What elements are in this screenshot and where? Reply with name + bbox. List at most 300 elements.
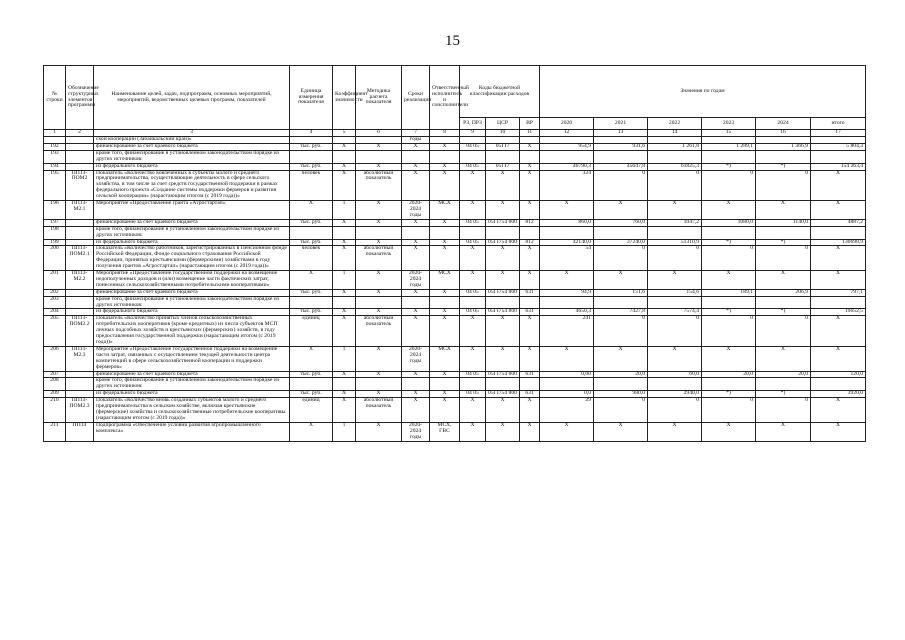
header-rz: РЗ, ПРЗ [460, 118, 486, 130]
method: X [356, 422, 402, 441]
method: абсолютный показатель [356, 170, 402, 201]
code-vr [520, 226, 540, 239]
value-cell: 0 [702, 316, 756, 347]
element-code [66, 137, 94, 144]
code-rz: X [460, 246, 486, 271]
code-rz [460, 226, 486, 239]
responsible [430, 150, 460, 163]
value-cell: 0,00 [540, 371, 594, 378]
value-cell: 189,1 [702, 289, 756, 296]
value-cell: 45647,8 [594, 163, 648, 170]
value-cell: 0 [648, 398, 702, 423]
element-code: ПП13-М2.3 [66, 346, 94, 371]
method: абсолютный показатель [356, 398, 402, 423]
element-code: ПП13-ПОМ2 [66, 170, 94, 201]
value-cell [756, 150, 811, 163]
element-code [66, 150, 94, 163]
value-cell: X [756, 271, 811, 290]
code-csr: 05I I7 [486, 143, 520, 150]
value-cell: *) [756, 239, 811, 246]
code-vr: 631 [520, 289, 540, 296]
code-csr: X [486, 170, 520, 201]
code-rz: 04 05 [460, 371, 486, 378]
value-cell [702, 150, 756, 163]
row-name: Мероприятие «Предоставление государственной поддержки на возмещение части затрат, связанных с осуществлением текущей деятельности центра компетенций в сфере сельскохозяйственной кооперации и поддержки фермеров» [94, 346, 290, 371]
code-vr: 631 [520, 309, 540, 316]
value-cell: X [594, 201, 648, 220]
value-cell: 0,0 [540, 391, 594, 398]
unit: единиц [290, 316, 333, 347]
row-name: из федерального бюджета [94, 309, 290, 316]
table-body [44, 137, 866, 442]
code-rz: X [460, 271, 486, 290]
table-row [44, 163, 866, 170]
header-csr: ЦСР [486, 118, 520, 130]
code-vr: X [520, 163, 540, 170]
method: X [356, 391, 402, 398]
value-cell [756, 226, 811, 239]
code-rz: X [460, 422, 486, 441]
value-cell: 0 [594, 316, 648, 347]
code-csr [486, 296, 520, 309]
value-cell: *) [702, 391, 756, 398]
code-rz: 04 05 [460, 289, 486, 296]
code-vr: X [520, 398, 540, 423]
method: X [356, 271, 402, 290]
value-cell: 61825,3 [648, 163, 702, 170]
header-method: Методика расчета показателя [356, 66, 402, 130]
element-code: ПП13-ПОМ2.2 [66, 316, 94, 347]
value-cell: 20,0 [702, 371, 756, 378]
table-row [44, 150, 866, 163]
value-cell [594, 378, 648, 391]
unit: тыс. руб. [290, 219, 333, 226]
coefficient: X [333, 316, 356, 347]
method [356, 378, 402, 391]
code-csr [486, 150, 520, 163]
value-cell: 1047,2 [648, 219, 702, 226]
row-number: 201 [44, 271, 66, 290]
header-year-2021: 2021 [594, 118, 648, 130]
coefficient: X [333, 219, 356, 226]
value-cell: 954,9 [540, 143, 594, 150]
column-number: 12 [540, 130, 594, 137]
row-name: кроме того, финансирование в установленном законодательством порядке из других источников: [94, 296, 290, 309]
value-cell: 7574,4 [648, 309, 702, 316]
value-cell: 29 [540, 398, 594, 423]
value-cell: 760,0 [594, 219, 648, 226]
row-name: кроме того, финансирование в установленном законодательством порядке из других источников: [94, 378, 290, 391]
code-vr: X [520, 422, 540, 441]
value-cell: 797,1 [811, 289, 866, 296]
element-code: ПП14 [66, 422, 94, 441]
page-number: 15 [445, 33, 460, 49]
term: годы [402, 137, 430, 144]
value-cell: *) [702, 163, 756, 170]
value-cell: 37240,0 [594, 239, 648, 246]
header-unit: Единица измерения показателя [290, 66, 333, 130]
code-rz [460, 150, 486, 163]
row-name: Мероприятие «Предоставление государственной поддержки на возмещение недополученных доходов и (или) возмещение части фактических затрат, понесенных сельскохозяйственными потребительскими кооперативами» [94, 271, 290, 290]
responsible: X [430, 219, 460, 226]
unit [290, 150, 333, 163]
code-vr: X [520, 271, 540, 290]
unit: тыс. руб. [290, 239, 333, 246]
method: X [356, 163, 402, 170]
column-number: 14 [648, 130, 702, 137]
row-number: 209 [44, 391, 66, 398]
code-rz: 04 05 [460, 143, 486, 150]
value-cell [756, 378, 811, 391]
coefficient [333, 226, 356, 239]
code-vr [520, 296, 540, 309]
value-cell [811, 226, 866, 239]
term: 2020-2024 годы [402, 201, 430, 220]
responsible: X [430, 239, 460, 246]
value-cell: *) [756, 391, 811, 398]
column-number: 13 [594, 130, 648, 137]
value-cell: 0 [594, 398, 648, 423]
value-cell: X [756, 201, 811, 220]
code-vr: 631 [520, 391, 540, 398]
column-number: 9 [460, 130, 486, 137]
code-csr [486, 378, 520, 391]
value-cell [702, 378, 756, 391]
value-cell: 120,0 [811, 371, 866, 378]
code-csr: 05I I754 800 [486, 289, 520, 296]
responsible [430, 296, 460, 309]
row-number: 198 [44, 226, 66, 239]
table-row [44, 170, 866, 201]
value-cell: 3920,0 [811, 391, 866, 398]
term: X [402, 239, 430, 246]
value-cell: 1 366,9 [756, 143, 811, 150]
code-csr [486, 226, 520, 239]
value-cell: 0 [702, 246, 756, 271]
code-vr: 812 [520, 219, 540, 226]
row-name: ской кооперации (Забайкальский край)» [94, 137, 290, 144]
code-vr: X [520, 246, 540, 271]
header-year-2024: 2024 [756, 118, 811, 130]
element-code [66, 163, 94, 170]
value-cell: 1 289,1 [702, 143, 756, 150]
value-cell: X [811, 170, 866, 201]
value-cell: *) [702, 309, 756, 316]
value-cell [540, 296, 594, 309]
unit: тыс. руб. [290, 391, 333, 398]
code-rz: 04 05 [460, 219, 486, 226]
code-csr: X [486, 398, 520, 423]
value-cell: 206,9 [756, 289, 811, 296]
code-rz: X [460, 398, 486, 423]
row-number: 204 [44, 309, 66, 316]
row-name: финансирование за счет краевого бюджета [94, 289, 290, 296]
value-cell: X [811, 422, 866, 441]
value-cell: X [540, 422, 594, 441]
term: X [402, 398, 430, 423]
row-name: кроме того, финансирование в установленном законодательством порядке из других источников: [94, 150, 290, 163]
element-code: ПП13-ПОМ2.1 [66, 246, 94, 271]
responsible: X [430, 398, 460, 423]
value-cell: 5 804,3 [811, 143, 866, 150]
unit: X [290, 422, 333, 441]
term: X [402, 170, 430, 201]
value-cell: X [540, 271, 594, 290]
code-vr [520, 378, 540, 391]
value-cell: 0 [648, 170, 702, 201]
value-cell [648, 226, 702, 239]
unit: X [290, 271, 333, 290]
value-cell: X [648, 201, 702, 220]
unit: X [290, 201, 333, 220]
responsible [430, 378, 460, 391]
unit: тыс. руб. [290, 289, 333, 296]
value-cell: 1080,0 [702, 219, 756, 226]
row-number: 194 [44, 163, 66, 170]
unit: тыс. руб. [290, 309, 333, 316]
header-vr: ВР [520, 118, 540, 130]
value-cell: X [648, 346, 702, 371]
value-cell: *) [702, 239, 756, 246]
responsible: X [430, 170, 460, 201]
code-rz: X [460, 201, 486, 220]
method: X [356, 309, 402, 316]
code-csr: 05I I754 800 [486, 371, 520, 378]
coefficient [333, 378, 356, 391]
row-number: 206 [44, 346, 66, 371]
value-cell: 94,9 [540, 289, 594, 296]
code-vr: X [520, 201, 540, 220]
code-csr: X [486, 201, 520, 220]
header-values-by-year: Значения по годам [540, 66, 866, 118]
code-csr: X [486, 316, 520, 347]
row-name: Показатель «Количество вовлеченных в субъекты малого и среднего предпринимательства, осуществляющие деятельность в сфере сельского хозяйства, в том числе за счет средств государственной поддержки в рамках федерального проекта «Создание системы поддержки фермеров и развития сельской кооперации» (нарастающим итогом (с 2019 года))» [94, 170, 290, 201]
code-vr: X [520, 346, 540, 371]
method: X [356, 143, 402, 150]
method: X [356, 289, 402, 296]
unit: тыс. руб. [290, 143, 333, 150]
code-csr: 05I I754 800 [486, 219, 520, 226]
value-cell: 0 [594, 246, 648, 271]
value-cell: X [540, 346, 594, 371]
term: X [402, 289, 430, 296]
code-vr: X [520, 316, 540, 347]
unit: тыс. руб. [290, 163, 333, 170]
column-number: 4 [290, 130, 333, 137]
value-cell: X [811, 246, 866, 271]
coefficient: 1 [333, 422, 356, 441]
method: X [356, 239, 402, 246]
responsible: X [430, 143, 460, 150]
value-cell: X [811, 316, 866, 347]
value-cell [594, 296, 648, 309]
term: X [402, 316, 430, 347]
code-vr [520, 150, 540, 163]
value-cell: *) [756, 163, 811, 170]
row-name: Показатель «Количество вновь созданных субъектов малого и среднего предпринимательства в сельском хозяйстве, включая крестьянские (фермерские) хозяйства и сельскохозяйственные потребительские кооперативы (нарастающим итогом (с 2019 года))» [94, 398, 290, 423]
value-cell: 0 [648, 316, 702, 347]
code-rz: 04 05 [460, 239, 486, 246]
term [402, 150, 430, 163]
value-cell: 154 263,4 [811, 163, 866, 170]
coefficient: 1 [333, 201, 356, 220]
term: X [402, 371, 430, 378]
header-code: Обозначение структурных элементов программы [66, 66, 94, 130]
row-number: 211 [44, 422, 66, 441]
term: X [402, 143, 430, 150]
responsible: X [430, 309, 460, 316]
row-name: финансирование за счет краевого бюджета [94, 371, 290, 378]
method: X [356, 346, 402, 371]
value-cell: 60,0 [648, 371, 702, 378]
header-year-2020: 2020 [540, 118, 594, 130]
table-row [44, 398, 866, 423]
value-cell: X [702, 271, 756, 290]
code-rz: X [460, 170, 486, 201]
code-rz [460, 296, 486, 309]
element-code [66, 226, 94, 239]
code-rz: X [460, 316, 486, 347]
responsible: X [430, 316, 460, 347]
header-term: Сроки реализации [402, 66, 430, 130]
code-csr: 05I I754 800 [486, 391, 520, 398]
method [356, 296, 402, 309]
value-cell: X [594, 271, 648, 290]
value-cell: 130690,9 [811, 239, 866, 246]
value-cell [811, 378, 866, 391]
column-number: 2 [66, 130, 94, 137]
header-coefficient: Коэффициент значимости [333, 66, 356, 130]
row-number: 193 [44, 150, 66, 163]
coefficient: 1 [333, 346, 356, 371]
responsible: МСХ [430, 346, 460, 371]
column-number: 6 [356, 130, 402, 137]
unit: единиц [290, 398, 333, 423]
value-cell: 7427,8 [594, 309, 648, 316]
coefficient: X [333, 170, 356, 201]
coefficient: X [333, 289, 356, 296]
row-name: из федерального бюджета [94, 163, 290, 170]
element-code [66, 296, 94, 309]
table-row [44, 378, 866, 391]
value-cell: 1 261,8 [648, 143, 702, 150]
value-cell: 151,6 [594, 289, 648, 296]
value-cell: 0 [648, 246, 702, 271]
value-cell: *) [756, 309, 811, 316]
value-cell: 0 [594, 170, 648, 201]
responsible: МСХ [430, 271, 460, 290]
element-code [66, 378, 94, 391]
coefficient: X [333, 371, 356, 378]
column-number: 3 [94, 130, 290, 137]
header-responsible: Ответственный исполнитель и соисполнители [430, 66, 460, 130]
element-code [66, 219, 94, 226]
value-cell [811, 296, 866, 309]
value-cell: X [811, 201, 866, 220]
term: X [402, 219, 430, 226]
term: X [402, 309, 430, 316]
column-number: 8 [430, 130, 460, 137]
row-number: 210 [44, 398, 66, 423]
unit: тыс. руб. [290, 371, 333, 378]
code-csr: 05I I7 [486, 163, 520, 170]
value-cell: X [540, 201, 594, 220]
column-number: 7 [402, 130, 430, 137]
code-rz [460, 378, 486, 391]
term: 2020-2024 годы [402, 346, 430, 371]
value-cell: X [702, 201, 756, 220]
row-number: 207 [44, 371, 66, 378]
column-number: 15 [702, 130, 756, 137]
value-cell: 324 [540, 170, 594, 201]
code-rz: 04 05 [460, 309, 486, 316]
value-cell: 0 [756, 246, 811, 271]
coefficient [333, 296, 356, 309]
coefficient: X [333, 309, 356, 316]
header-budget-codes: Коды бюджетной классификации расходов [460, 66, 540, 118]
method [356, 150, 402, 163]
value-cell: X [811, 271, 866, 290]
term [402, 226, 430, 239]
unit [290, 226, 333, 239]
value-cell: 51310,9 [648, 239, 702, 246]
value-cell [540, 226, 594, 239]
coefficient: 1 [333, 271, 356, 290]
value-cell: X [756, 346, 811, 371]
table-row [44, 226, 866, 239]
row-number: 202 [44, 289, 66, 296]
table-row [44, 422, 866, 441]
column-number: 10 [486, 130, 520, 137]
program-table [43, 65, 866, 442]
value-cell [648, 296, 702, 309]
value-cell: 4887,2 [811, 219, 866, 226]
row-number: 192 [44, 143, 66, 150]
unit [290, 378, 333, 391]
value-cell: X [648, 271, 702, 290]
code-vr: X [520, 170, 540, 201]
unit: X [290, 346, 333, 371]
value-cell [540, 150, 594, 163]
value-cell: 0 [756, 170, 811, 201]
value-cell [540, 378, 594, 391]
responsible: X [430, 246, 460, 271]
column-number: 11 [520, 130, 540, 137]
header-row-number: № строки [44, 66, 66, 130]
row-name: Показатель «Количество принятых членов сельскохозяйственных потребительских кооперативов (кроме кредитных) из числа субъектов МСП личных подсобных хозяйств и крестьянских (фермерских) хозяйств, в году предоставления государственной поддержки (нарастающим итогом (с 2019 года))» [94, 316, 290, 347]
value-cell: 20,0 [594, 371, 648, 378]
element-code: ПП13-ПОМ2.3 [66, 398, 94, 423]
coefficient: X [333, 246, 356, 271]
column-number: 17 [811, 130, 866, 137]
unit: человек [290, 170, 333, 201]
term: X [402, 391, 430, 398]
table-row [44, 296, 866, 309]
value-cell [594, 150, 648, 163]
coefficient: X [333, 143, 356, 150]
code-vr: X [520, 143, 540, 150]
row-number: 200 [44, 246, 66, 271]
coefficient: X [333, 391, 356, 398]
header-year-2022: 2022 [648, 118, 702, 130]
row-number: 208 [44, 378, 66, 391]
value-cell: 0 [702, 170, 756, 201]
method: X [356, 201, 402, 220]
column-number: 1 [44, 130, 66, 137]
element-code [66, 371, 94, 378]
header-year-2023: 2023 [702, 118, 756, 130]
method: X [356, 219, 402, 226]
